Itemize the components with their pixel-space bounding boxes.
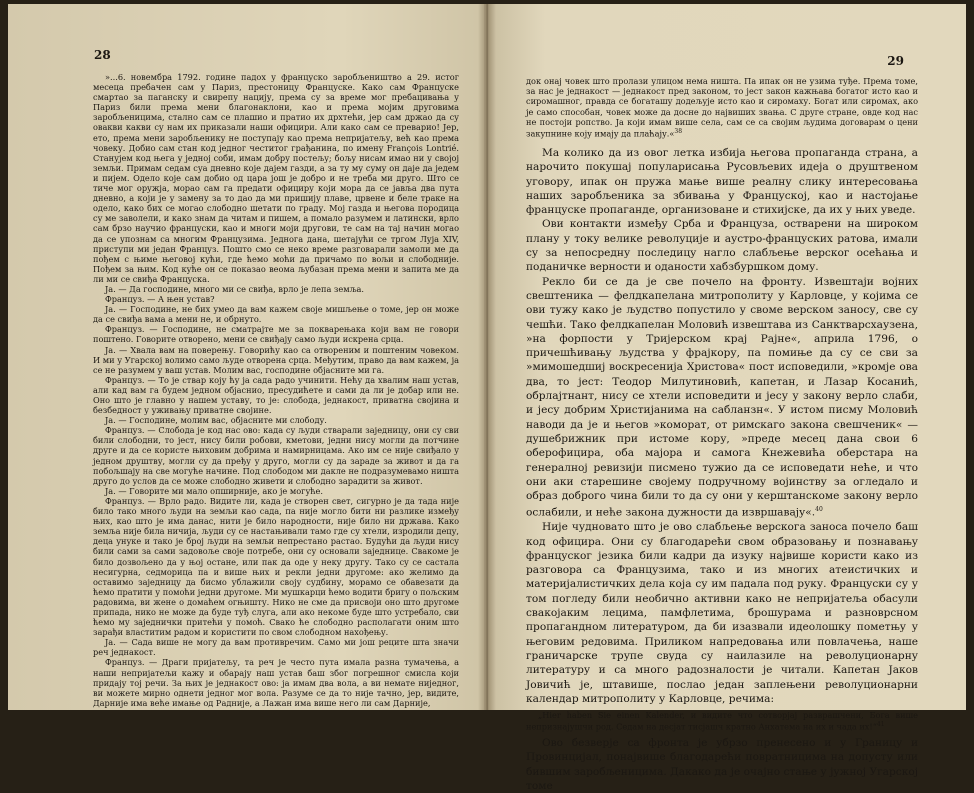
paragraph: Ја. — Господине, молим вас, објасните ми слободу. xyxy=(105,415,327,426)
left-page-text xyxy=(93,72,459,708)
paragraph: Француз. — Господине, не сматрајте ме за покварењака који вам не говори поштено. Говорите отворено, мени се свиђају само људи искрена срца. xyxy=(93,324,459,345)
footnote-ref: 41 xyxy=(876,721,885,729)
page-number: 28 xyxy=(94,48,111,62)
footnote-ref: 40 xyxy=(815,506,823,514)
paragraph-text: док онај човек што пролази улицом нема ништа. Па ипак он не узима туђе. Према томе, за нас је једнакост — једнакост пред законом, то јест закон кажњава богатог исто као и сиромашног, правда се богаташу додељује исто као и сиромаху. Богат или сиромах, ако је само способан, човек може да досне до највиших звања. С друге стране, овде код нас не постоји ропство. Ја који имам више села, сам се са својим људима договарам о цени закупнине коју имају да плаћају.« xyxy=(526,76,918,139)
quote-text: „Hier haben Sie einen Kalender, и видите что сотворјај разврашчени, Бога више непризнајушчи род. Седам на десјат тисјашч кратно Анхатема на их и чада их!“ xyxy=(526,710,918,732)
paragraph: Ја. — Да господине, много ми се свиђа, врло је лепа земља. xyxy=(105,283,365,294)
paragraph: Ово безверје са фронта је убрзо пренесено и у Границу и Провинцијал, понајвише благодарећи повратницима на допусту или бившим заробљеницима. Дакако да је очајно стање у јужној Угарској томе xyxy=(526,737,918,792)
right-page-body xyxy=(526,146,918,793)
paragraph: Ови контакти између Срба и Француза, остварени на широком плану у току велике револуције и аустро-француских ратова, имали су за непосредну последицу нагло слабљење верског осећања и поданичке верности и оданости хабзбуршком дому. xyxy=(526,218,918,274)
paragraph: Француз. — То је ствар коју ћу ја сада радо учинити. Нећу да хвалим наш устав, али кад вам га будем једном објаснио, пресудићете и сами да ли је добар или не. Оно што је главно у нашем уставу, то је: слобода, једнакост, приватна својина и безбедност у уживању приватне својине. xyxy=(93,374,459,416)
paragraph: Ја. — Господине, не бих умео да вам кажем своје мишљење о томе, јер он може да се свиђа вама а мени не, и обрнуто. xyxy=(93,304,459,325)
paragraph xyxy=(526,275,918,521)
book-spread xyxy=(8,4,966,792)
paragraph: Ја. — Говорите ми мало опширније, ако је могуће. xyxy=(105,485,323,496)
right-page xyxy=(488,4,966,792)
paragraph: »...6. новембра 1792. године падох у француско заробљеништво а 29. истог месеца пребачен сам у Париз, престоницу Француске. Како сам Француске смартао за паганску и свирепу нацију, према су за време мог пребацивања у Париз били према мени благонаклони, као и према мојим друговима заробљеницима, стално сам се плашио и пратио их дрхтећи, јер сам држао да су овакви какви су нам их приказали наши официри. Али како сам се преварио! Јер, ето, према мени заробљенику не поступају као према непријатељу, већ као према човеку. Добио сам стан код једног честитог грађанина, по имену François Lontrié. Станујем код њега у једној соби, имам добру постељу; бољу нисам имао ни у својој земљи. Примам седам суа дневно које дајем газди, а за ту му суму он даје да једем и пијем. Одело које сам добио од цара још је добро и не треба ми друго. Што се тиче мог оружја, морао сам га предати официру који мора да се јавља два пута дневно, а који је у замену за то дао да ми пришију плаве, црвене и беле траке на одело, како бих се могао слободно шетати по граду. Мој газда и његова породица су ме заволели, и како знам да читам и пишем, а помало разумем и латински, врло сам брзо научио француски, као и многи моји другови, те сам на тај начин могао да се упознам са многим Французима. Једнога дана, шетајући се тргом Луја XIV, приступи ми један Француз. Пошто смо се неко време разговарали замоли ме да пођем с њиме његовој кући, где ћемо моћи да причамо по вољи и слободније. Пођем за њим. Код куће он се показао веома љубазан према мени и запита ме да ли ми се свиђа Француска. xyxy=(93,72,459,284)
paragraph: Није чудновато што је ово слабљење верскога заноса почело баш код официра. Они су благодарећи свом образовању и познавању француског језика били кадри да изуку највише користи како из разговора са Французима, тако и из многих атеистичких и материјалистичких дела која су им падала под руку. Француски су у том погледу били необично активни како не непријатеља обасули свакојаким лецима, памфлетима, брошурама и разноврсном пропагандном литературом, да би изазвали идеолошку пометњу у његовим редовима. Приликом напредовања или повлачења, наше граничарске трупе свуда су наилазиле на револуционарну литературу и са много радозналости је читали. Капетан Јаков Јовичић је, штавише, послао један заплењени револуционарни календар митрополиту у Карловце, речима: xyxy=(526,521,918,705)
paragraph-text: Рекло би се да је све почело на фронту. Извештаји војних свештеника — фелдкапелана митрополиту у Карловце, у којима се ови тужу како је људство попустило у своме верском заносу, све су чешћи. Тако фелдкапелан Моловић извештава из Санктварсхаузена, »на форпости у Тријерском крај Рајне«, априла 1796, о причешћивању људства у фрајкору, па помиње да су се сви за »мимошедшиј воскресенија Христова« пост исповедили, »кромје ова два, то јест: Теодор Милутиновић, капетан, и Лазар Косанић, обрлајтнант, нису се хтели исповедити и јесу у закону верло слаби, и јесу добрим Христијанима на сабланзн«. У истом писму Моловић наводи да је и његов »коморат, от римскаго закона свешченик« — душебрижник при истоме кору, »преде месец дана свои 6 оберофицира, оба мајора и самога Кнежевића оберстара на генералној ревизији писмено тужио да се исповедати неће, и что они аки старешине својему подручному војинству за огледало и образ доброго чина били то да су они у керштанскоме закону верло ослабили, и неће закона дужности да извршавају«. xyxy=(526,275,918,519)
page-number: 29 xyxy=(887,54,904,68)
paragraph: Француз. — Слобода је код нас ово: када су људи стварали заједницу, они су сви били слободни, то јест, нису били робови, кметови, једни нису могли да потчине друге и да се користе њиховим добрима и намирницама. Ако им се није свиђало у једном друштву, могли су да пређу у друго, могли су да зараде за живот и да га побољшају на све могуће начине. Под слободом ми дакле не подразумевамо ништа друго до услов да се може слободно живети и слободно зарадити за живот. xyxy=(93,425,459,486)
right-page-continuation xyxy=(526,76,918,139)
footnote-ref: 38 xyxy=(674,128,683,136)
paragraph: Ја. — Хвала вам на поверењу. Говорићу као са отвореним и поштеним човеком. И ми у Угарској волимо само људе отворена срца. Међутим, право да вам кажем, ја се не разумем у ваш устав. Молим вас, господине објасните ми га. xyxy=(93,344,459,375)
paragraph xyxy=(526,76,918,139)
paragraph: Француз. — Врло радо. Видите ли, када је створен свет, сигурно је да тада није било тако много људи на земљи као сада, па није могло бити ни разлике између њих, као што је има данас, нити је било народности, није било ни држава. Како земља није била ничија, људи су се настањивали тамо где су хтели, изродили децу, деца унуке и тако је број људи на земљи непрестано растао. Будући да људи нису били сами за сами задовоље своје потребе, они су основали заједнице. Свакоме је било дозвољено да у њој остане, или пак да оде у неку другу. Тако су се састала несигурна, седморица па и више њих и рекли једни другоме: ако желимо да оставимо заједницу да бисмо ублажили своју судбину, морамо се обавезати да ћемо пратити у помоћи једни другоме. Ми мушкарци ћемо водити бригу о пољским радовима, ви жене о домаћем огњишту. Нико не сме да присвоји оно што другоме припада, нико не може да буде туђ слуга, али ако некоме буде што устребало, сви ћемо му заједнички притећи у помоћ. Свако ће слободно располагати оним што зарађи властитим радом и користити по свом слободном нахођењу. xyxy=(93,495,459,638)
paragraph: Ја. — Сада више не могу да вам противречим. Само ми још реците шта значи реч једнакост. xyxy=(93,637,459,658)
paragraph: Француз. — А њен устав? xyxy=(105,294,215,305)
book-gutter xyxy=(478,4,496,710)
paragraph: Ма колико да из овог летка избија његова пропаганда страна, а нарочито покушај популарисања Русовљевих идеја о друштвеном уговору, ипак он пружа мање више реалну слику интересовања наших заробљеника за збивања у Француској, као и настојање француске пропаганде, организоване и стихијске, да их у њих уведе. xyxy=(526,147,918,217)
quote xyxy=(526,710,918,732)
left-page xyxy=(8,4,484,710)
paragraph: Француз. — Драги пријатељу, та реч је често пута имала разна тумачења, а наши непријатељи кажу и обарају наш устав баш због погрешног смисла који придају тој речи. За њих је једнакост ово: ја имам два вола, а ви немате ниједног, ви можете мирно однети једног мог вола. Разуме се да то није тачно, јер, видите, Дарније има веће имање од Радније, а Лажан има више него ли сам Дарније, xyxy=(93,657,459,708)
